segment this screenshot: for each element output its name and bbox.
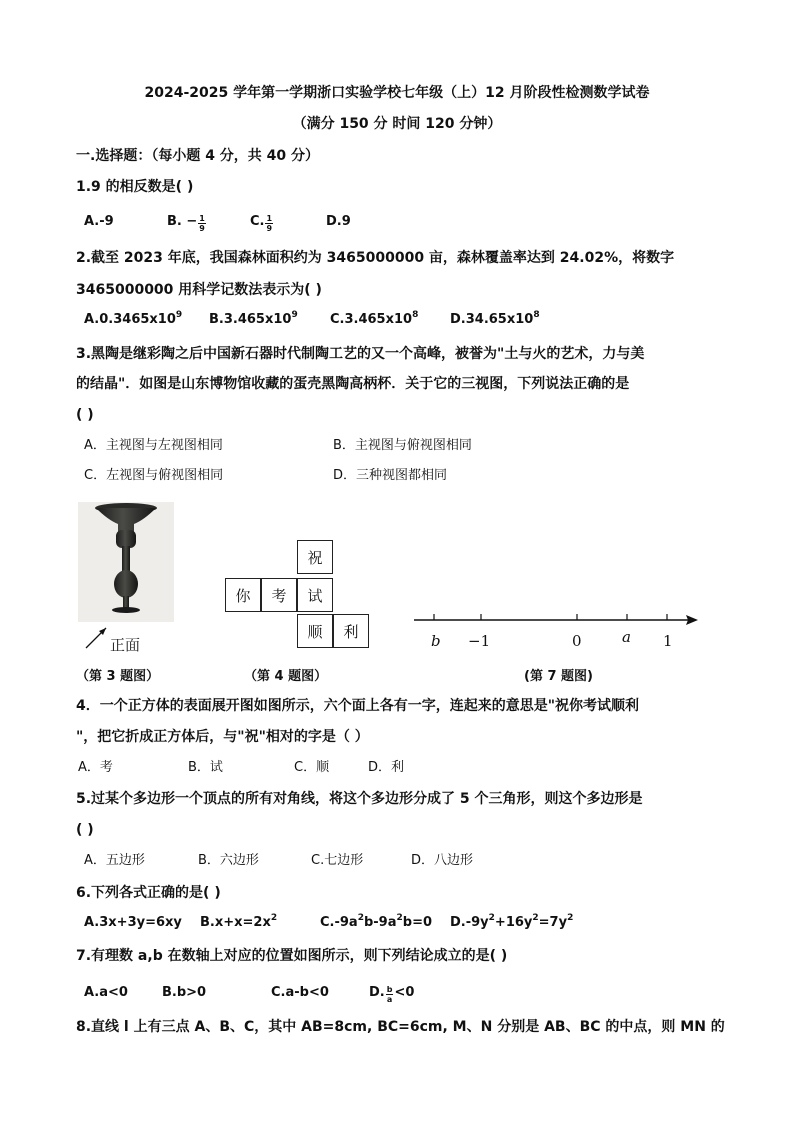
q3-option-c: C．左视图与俯视图相同	[84, 468, 224, 483]
q6-option-d: $D.-9y^2+16y^2=7y^2$	[450, 913, 574, 930]
q4-option-a: A．考	[78, 760, 113, 775]
q7-option-d: D. $\frac{b}{a}$ <0	[369, 985, 415, 1004]
q5-option-a: A．五边形	[84, 853, 145, 868]
question-5-stem-line1: 5.过某个多边形一个顶点的所有对角线，将这个多边形分成了 5 个三角形，则这个多边形是	[76, 791, 643, 807]
question-4-stem-line2: "，把它折成正方体后，与"祝"相对的字是（ ）	[76, 729, 369, 745]
q4-option-d: D．利	[368, 760, 405, 775]
q7-option-a: A.a<0	[84, 985, 128, 1000]
q4-option-c: C．顺	[294, 760, 330, 775]
q1-c-fraction: $\frac{1}{9}$	[266, 214, 273, 233]
q3-option-d: D．三种视图都相同	[333, 468, 448, 483]
q3-option-a: A．主视图与左视图相同	[84, 438, 223, 453]
net-face-zhu: 祝	[297, 540, 333, 574]
net-face-ni: 你	[225, 578, 261, 612]
question-2-stem-line1: 2.截至 2023 年底，我国森林面积约为 3465000000 亩，森林覆盖率达到 24.02%，将数字	[76, 250, 675, 266]
q6-option-a: A.3x+3y=6xy	[84, 915, 182, 930]
pottery-cup-photo	[78, 502, 174, 654]
net-face-shun: 顺	[297, 614, 333, 648]
q3-option-b: B．主视图与俯视图相同	[333, 438, 472, 453]
question-8-stem: 8.直线 l 上有三点 A、B、C，其中 AB=8cm, BC=6cm, M、N 分别是 AB、BC 的中点，则 MN 的	[76, 1019, 725, 1035]
q1-option-a: A.-9	[84, 214, 114, 229]
question-3-stem-line1: 3.黑陶是继彩陶之后中国新石器时代制陶工艺的又一个高峰，被誉为"土与火的艺术，力与美	[76, 346, 645, 362]
q2-option-b: $B.3.465x10^9$	[209, 310, 298, 327]
numberline-label-zero: 0	[572, 632, 582, 650]
numberline-label-a: a	[622, 628, 631, 646]
net-face-shi: 试	[297, 578, 333, 612]
q7-option-c: C.a-b<0	[271, 985, 329, 1000]
photo-front-label: 正面	[110, 636, 141, 654]
q5-option-b: B．六边形	[198, 853, 259, 868]
numberline-label-minus1: −1	[468, 632, 491, 650]
q6-option-b: $B.x+x=2x^2$	[200, 913, 278, 930]
q7-option-b: B.b>0	[162, 985, 207, 1000]
section-heading: 一.选择题：（每小题 4 分，共 40 分）	[76, 148, 320, 164]
q1-option-c: C. $\frac{1}{9}$	[250, 214, 273, 233]
q2-option-c: $C.3.465x10^8$	[330, 310, 419, 327]
figure-4-caption: （第 4 题图）	[244, 669, 328, 684]
question-6-stem: 6.下列各式正确的是( )	[76, 885, 221, 901]
question-3-stem-line3: ( )	[76, 407, 94, 423]
q2-option-a: $A.0.3465x10^9$	[84, 310, 183, 327]
numberline-label-b: b	[431, 632, 441, 650]
net-face-li: 利	[333, 614, 369, 648]
q7-d-fraction: $\frac{b}{a}$	[386, 985, 393, 1004]
question-3-stem-line2: 的结晶"．如图是山东博物馆收藏的蛋壳黑陶高柄杯．关于它的三视图，下列说法正确的是	[76, 376, 630, 392]
figure-7-caption: (第 7 题图)	[524, 669, 593, 684]
exam-title: 2024-2025 学年第一学期浙口实验学校七年级（上）12 月阶段性检测数学试卷	[144, 85, 650, 101]
q6-option-c: $C.-9a^2b-9a^2b=0$	[320, 913, 433, 930]
number-line-figure	[410, 600, 710, 660]
question-2-stem-line2: 3465000000 用科学记数法表示为( )	[76, 282, 322, 298]
q1-option-b: B. − $\frac{1}{9}$	[167, 214, 205, 233]
q1-option-d: D.9	[326, 214, 351, 229]
q5-option-d: D．八边形	[411, 853, 474, 868]
q2-option-d: $D.34.65x10^8$	[450, 310, 540, 327]
question-7-stem: 7.有理数 a,b 在数轴上对应的位置如图所示，则下列结论成立的是( )	[76, 948, 508, 964]
exam-subtitle: （满分 150 分 时间 120 分钟）	[292, 116, 502, 132]
numberline-label-one: 1	[663, 632, 673, 650]
q1-b-fraction: $\frac{1}{9}$	[199, 214, 205, 233]
net-face-kao: 考	[261, 578, 297, 612]
question-4-stem-line1: 4．一个正方体的表面展开图如图所示，六个面上各有一字，连起来的意思是"祝你考试顺利	[76, 698, 640, 714]
figure-3-caption: （第 3 题图）	[76, 669, 160, 684]
q5-option-c: C.七边形	[311, 853, 364, 868]
question-5-stem-line2: ( )	[76, 822, 94, 838]
q4-option-b: B．试	[188, 760, 223, 775]
question-1-stem: 1.9 的相反数是( )	[76, 179, 194, 195]
cube-net-figure	[223, 540, 369, 648]
